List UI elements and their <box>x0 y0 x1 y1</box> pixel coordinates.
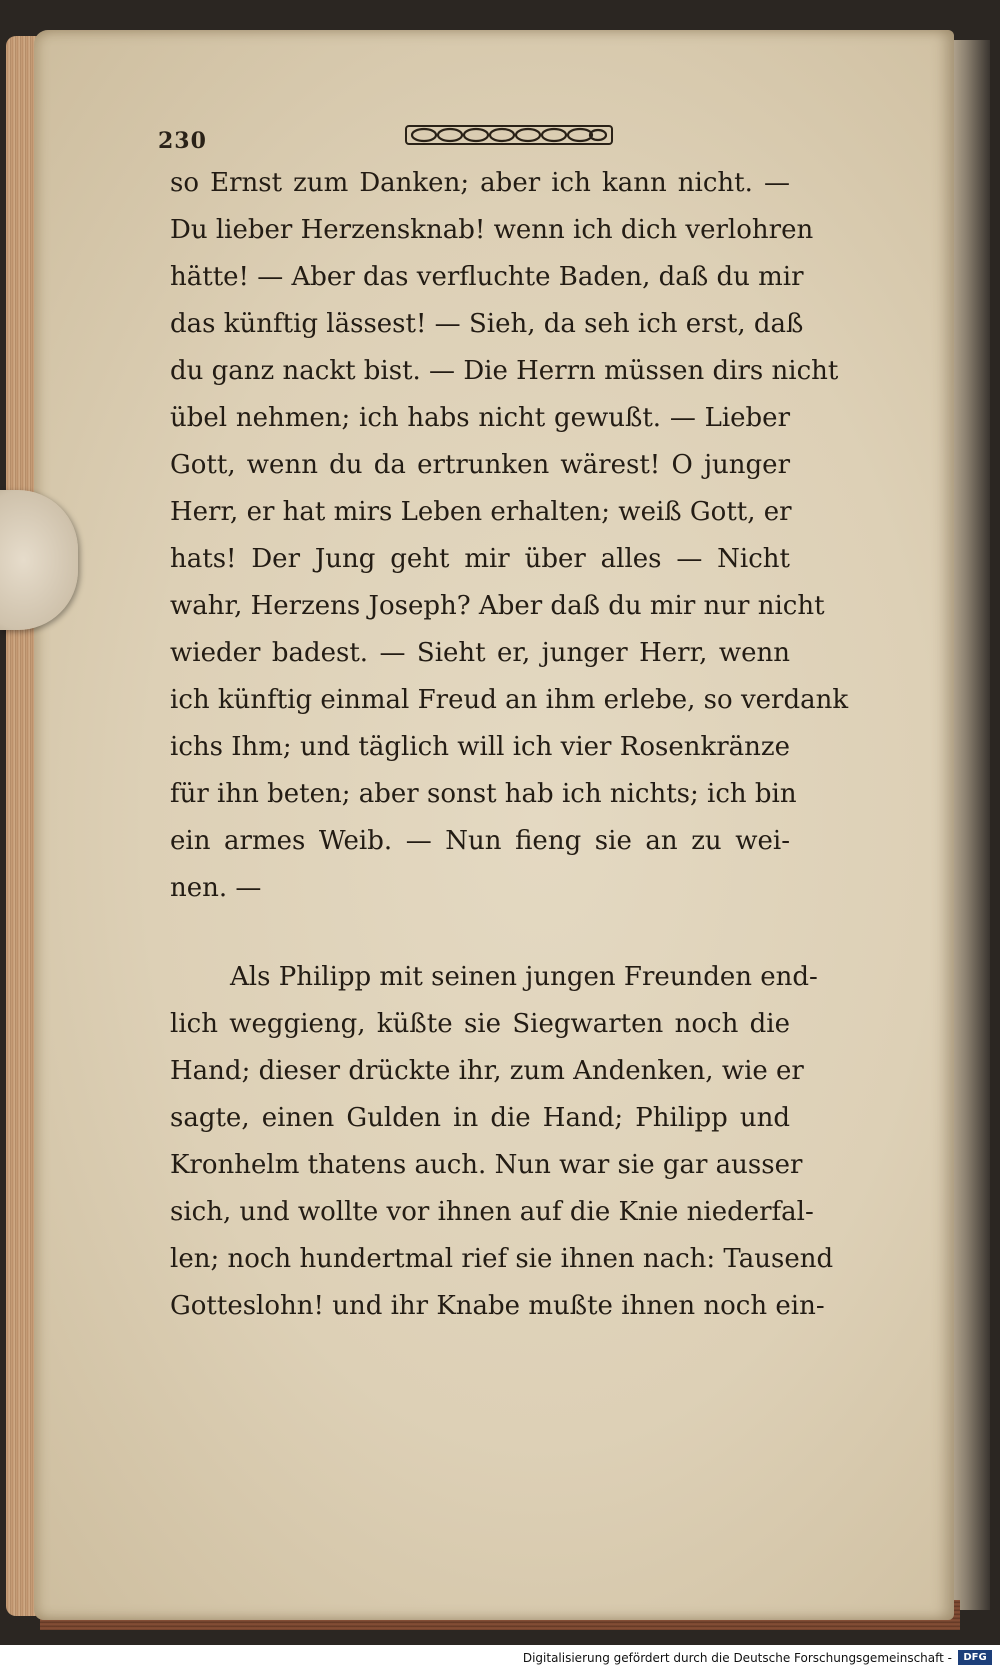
text-line: sagte, einen Gulden in die Hand; Philipp und <box>170 1103 790 1133</box>
text-line: nen. — <box>170 873 262 903</box>
text-line: für ihn beten; aber sonst hab ich nichts; ich bin <box>170 779 797 809</box>
text-line: Du lieber Herzensknab! wenn ich dich verlohren <box>170 215 814 245</box>
page-right-edge <box>950 40 990 1610</box>
text-line: Gotteslohn! und ihr Knabe mußte ihnen noch ein- <box>170 1291 825 1321</box>
text-line: das künftig lässest! — Sieh, da seh ich erst, daß <box>170 309 804 339</box>
text-line: Gott, wenn du da ertrunken wärest! O junger <box>170 450 790 480</box>
text-line: ich künftig einmal Freud an ihm erlebe, so verdank <box>170 685 849 715</box>
dfg-logo: DFG <box>958 1650 992 1665</box>
text-line: Kronhelm thatens auch. Nun war sie gar ausser <box>170 1150 803 1180</box>
header-ornament <box>404 122 614 148</box>
text-line: Als Philipp mit seinen jungen Freunden end- <box>230 962 818 992</box>
body-text <box>170 160 849 1330</box>
text-line: sich, und wollte vor ihnen auf die Knie niederfal- <box>170 1197 814 1227</box>
text-line: ichs Ihm; und täglich will ich vier Rosenkränze <box>170 732 790 762</box>
text-line: wieder badest. — Sieht er, junger Herr, wenn <box>170 638 790 668</box>
footer-bar <box>0 1645 1000 1671</box>
text-line: übel nehmen; ich habs nicht gewußt. — Lieber <box>170 403 790 433</box>
text-line: ein armes Weib. — Nun fieng sie an zu wei- <box>170 826 790 856</box>
text-line: hats! Der Jung geht mir über alles — Nicht <box>170 544 790 574</box>
text-line: so Ernst zum Danken; aber ich kann nicht. — <box>170 168 790 198</box>
page-number: 230 <box>158 128 207 154</box>
text-line: Herr, er hat mirs Leben erhalten; weiß Gott, er <box>170 497 792 527</box>
text-line: du ganz nackt bist. — Die Herrn müssen dirs nicht <box>170 356 839 386</box>
text-line: len; noch hundertmal rief sie ihnen nach: Tausend <box>170 1244 834 1274</box>
text-line: hätte! — Aber das verfluchte Baden, daß du mir <box>170 262 804 292</box>
text-line: Hand; dieser drückte ihr, zum Andenken, wie er <box>170 1056 804 1086</box>
text-line: wahr, Herzens Joseph? Aber daß du mir nur nicht <box>170 591 825 621</box>
text-line: lich weggieng, küßte sie Siegwarten noch die <box>170 1009 790 1039</box>
footer-credit: Digitalisierung gefördert durch die Deutsche Forschungsgemeinschaft - <box>522 1651 952 1665</box>
paragraph-gap <box>170 912 790 954</box>
